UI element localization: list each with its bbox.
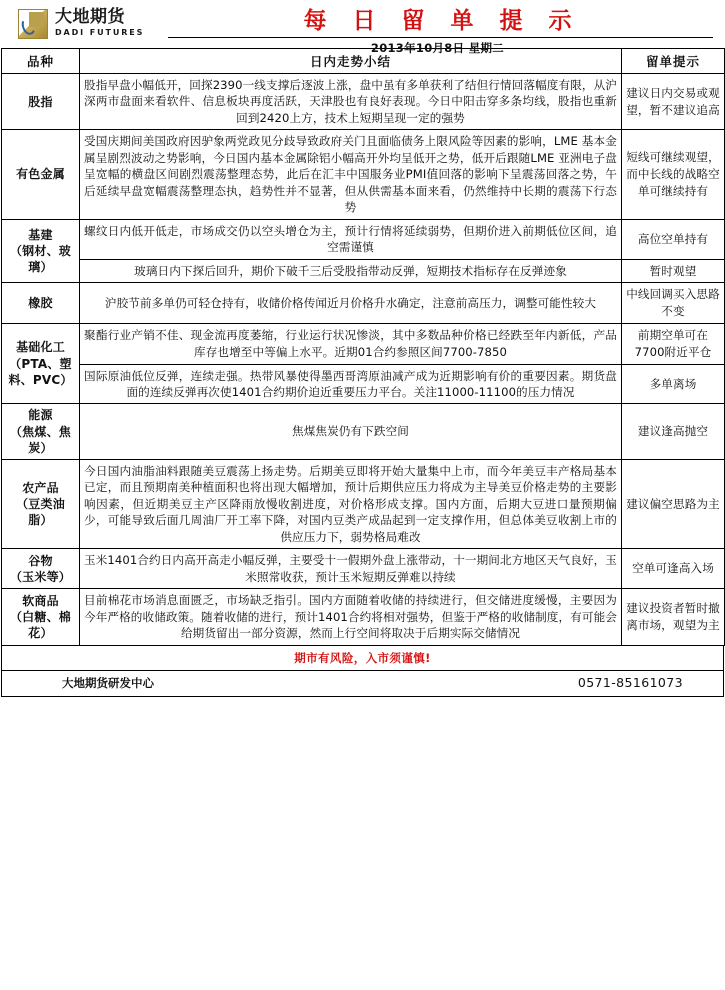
kind-line: 谷物 bbox=[28, 553, 53, 568]
footer-phone: 0571-85161073 bbox=[577, 675, 683, 691]
row-advice-energy: 建议逢高抛空 bbox=[622, 404, 725, 460]
kind-line: （钢材、玻 bbox=[9, 243, 71, 258]
row-advice-glass: 暂时观望 bbox=[622, 259, 725, 283]
row-summary-pta: 聚酯行业产销不佳、现金流再度萎缩，行业运行状况惨淡，其中多数品种价格已经跌至年内新低，产品库存也增至中等偏上水平。近期01合约参照区间7700-7850 bbox=[80, 323, 622, 364]
table-row bbox=[2, 364, 725, 404]
table-row bbox=[2, 323, 725, 364]
risk-warning: 期市有风险，入市须谨慎! bbox=[1, 646, 724, 671]
table-row bbox=[2, 459, 725, 548]
report-date: 2013年10月8日 星期二 bbox=[370, 41, 505, 55]
row-summary-stock-index: 股指早盘小幅低开，回探2390一线支撑后逐波上涨，盘中虽有多单获利了结但行情回落幅度有限，从沪深两市盘面来看软件、信息板块再度活跃，天津股也有良好表现。今日中阳击穿多条均线，股指也重新回到2420上方，技术上短期呈现一定的强势 bbox=[80, 74, 622, 130]
row-kind-basic-chemicals bbox=[2, 323, 80, 404]
kind-line: （玉米等） bbox=[9, 569, 71, 584]
row-advice-crude-oil: 多单离场 bbox=[622, 364, 725, 404]
row-kind-soft-commodities bbox=[2, 589, 80, 645]
row-kind-stock-index: 股指 bbox=[2, 74, 80, 130]
column-header-kind: 品种 bbox=[2, 49, 80, 74]
row-summary-soft-commodities: 目前棉花市场消息面匮乏，市场缺乏指引。国内方面随着收储的持续进行，但交储进度缓慢，主要因为今年严格的收储政策。随着收储的进行，预计1401合约将相对强势，但鉴于严格的收储制度，有可能会给期货留出一部分资源，然而上行空间将取决于后期实际交储情况 bbox=[80, 589, 622, 645]
table-row bbox=[2, 404, 725, 460]
row-summary-energy: 焦煤焦炭仍有下跌空间 bbox=[80, 404, 622, 460]
kind-line: 料、PVC） bbox=[8, 372, 73, 387]
row-advice-nonferrous-metals: 短线可继续观望，而中长线的战略空单可继续持有 bbox=[622, 130, 725, 219]
row-kind-grains bbox=[2, 549, 80, 589]
dadi-square-logo-icon bbox=[18, 9, 48, 39]
brand-logo bbox=[0, 0, 158, 48]
row-advice-agricultural: 建议偏空思路为主 bbox=[622, 459, 725, 548]
kind-line: 能源 bbox=[28, 408, 53, 423]
kind-line: （白糖、棉 bbox=[9, 609, 71, 624]
table-row bbox=[2, 74, 725, 130]
row-kind-rubber: 橡胶 bbox=[2, 283, 80, 324]
row-kind-infrastructure bbox=[2, 219, 80, 283]
kind-line: 脂） bbox=[28, 513, 53, 528]
table-row bbox=[2, 259, 725, 283]
row-kind-agricultural bbox=[2, 459, 80, 548]
row-summary-nonferrous-metals: 受国庆期间美国政府因驴象两党政见分歧导致政府关门且面临债务上限风险等因素的影响，LME 基本金属呈剧烈波动之势影响，今日国内基本金属除铝小幅高开外均呈低开之势，低开后跟随LME 亚洲电子盘呈宽幅的横盘区间剧烈震荡整理态势，此后在汇丰中国服务业PMI值回落的影响下呈震荡回落之势，午后延续早盘宽幅震荡整理态执，趋势性并不显著，但从供需基本面来看，仍然维持中长期的震荡下行态势 bbox=[80, 130, 622, 219]
kind-line: 璃） bbox=[28, 260, 53, 275]
brand-name-cn: 大地期货 bbox=[55, 7, 125, 28]
table-row bbox=[2, 549, 725, 589]
report-header bbox=[0, 0, 725, 55]
table-row bbox=[2, 283, 725, 324]
row-advice-grains: 空单可逢高入场 bbox=[622, 549, 725, 589]
kind-line: 炭） bbox=[28, 440, 53, 455]
row-summary-glass: 玻璃日内下探后回升，期价下破千三后受股指带动反弹，短期技术指标存在反弹迹象 bbox=[80, 259, 622, 283]
row-summary-rebar: 螺纹日内低开低走，市场成交仍以空头增仓为主，预计行情将延续弱势，但期价进入前期低位区间，追空需谨慎 bbox=[80, 219, 622, 259]
table-row bbox=[2, 589, 725, 645]
row-advice-rebar: 高位空单持有 bbox=[622, 219, 725, 259]
page-title: 每 日 留 单 提 示 bbox=[303, 8, 581, 34]
row-advice-soft-commodities: 建议投资者暂时撤离市场，观望为主 bbox=[622, 589, 725, 645]
row-advice-pta: 前期空单可在7700附近平仓 bbox=[622, 323, 725, 364]
row-summary-rubber: 沪胶节前多单仍可轻仓持有，收储价格传闻近月价格升水确定，注意前高压力，调整可能性较大 bbox=[80, 283, 622, 324]
kind-line: （PTA、塑 bbox=[9, 356, 72, 371]
row-kind-nonferrous-metals: 有色金属 bbox=[2, 130, 80, 219]
kind-line: 农产品 bbox=[22, 480, 59, 495]
row-summary-agricultural: 今日国内油脂油料跟随美豆震荡上扬走势。后期美豆即将开始大量集中上市，而今年美豆丰产格局基本已定，而且预期南美种植面积也将出现大幅增加，预计后期供应压力将成为主导美豆价格走势的主要影响因素，但近期美豆主产区降雨放慢收割进度，对价格形成支撑。国内方面，后期大豆进口量预期偏少，可能导致后面几周油厂开工率下降，对国内豆类产成品起到一定支撑作用，但总体美豆收割上市的供应压力下，弱势格局难改 bbox=[80, 459, 622, 548]
market-summary-table bbox=[1, 48, 725, 646]
kind-line: 基建 bbox=[28, 227, 53, 242]
row-advice-rubber: 中线回调买入思路不变 bbox=[622, 283, 725, 324]
row-summary-grains: 玉米1401合约日内高开高走小幅反弹，主要受十一假期外盘上涨带动，十一期间北方地区天气良好，玉米照常收获，预计玉米短期反弹难以持续 bbox=[80, 549, 622, 589]
kind-line: （焦煤、焦 bbox=[9, 424, 71, 439]
kind-line: 花） bbox=[28, 625, 53, 640]
kind-line: 基础化工 bbox=[16, 340, 65, 355]
footer-bar bbox=[1, 671, 724, 697]
kind-line: 软商品 bbox=[22, 593, 59, 608]
footer-org: 大地期货研发中心 bbox=[62, 675, 154, 690]
column-header-advice: 留单提示 bbox=[622, 49, 725, 74]
brand-name-en: DADI FUTURES bbox=[55, 28, 145, 38]
column-header-summary: 日内走势小结 bbox=[80, 49, 622, 74]
row-summary-crude-oil: 国际原油低位反弹，连续走强。热带风暴使得墨西哥湾原油减产成为近期影响有价的重要因素。期货盘面的连续反弹再次使1401合约期价迫近重要压力平台。关注11000-11100的压力情况 bbox=[80, 364, 622, 404]
row-advice-stock-index: 建议日内交易或观望，暂不建议追高 bbox=[622, 74, 725, 130]
title-zone bbox=[158, 0, 725, 55]
table-row bbox=[2, 130, 725, 219]
table-row bbox=[2, 219, 725, 259]
row-kind-energy bbox=[2, 404, 80, 460]
kind-line: （豆类油 bbox=[16, 497, 65, 512]
